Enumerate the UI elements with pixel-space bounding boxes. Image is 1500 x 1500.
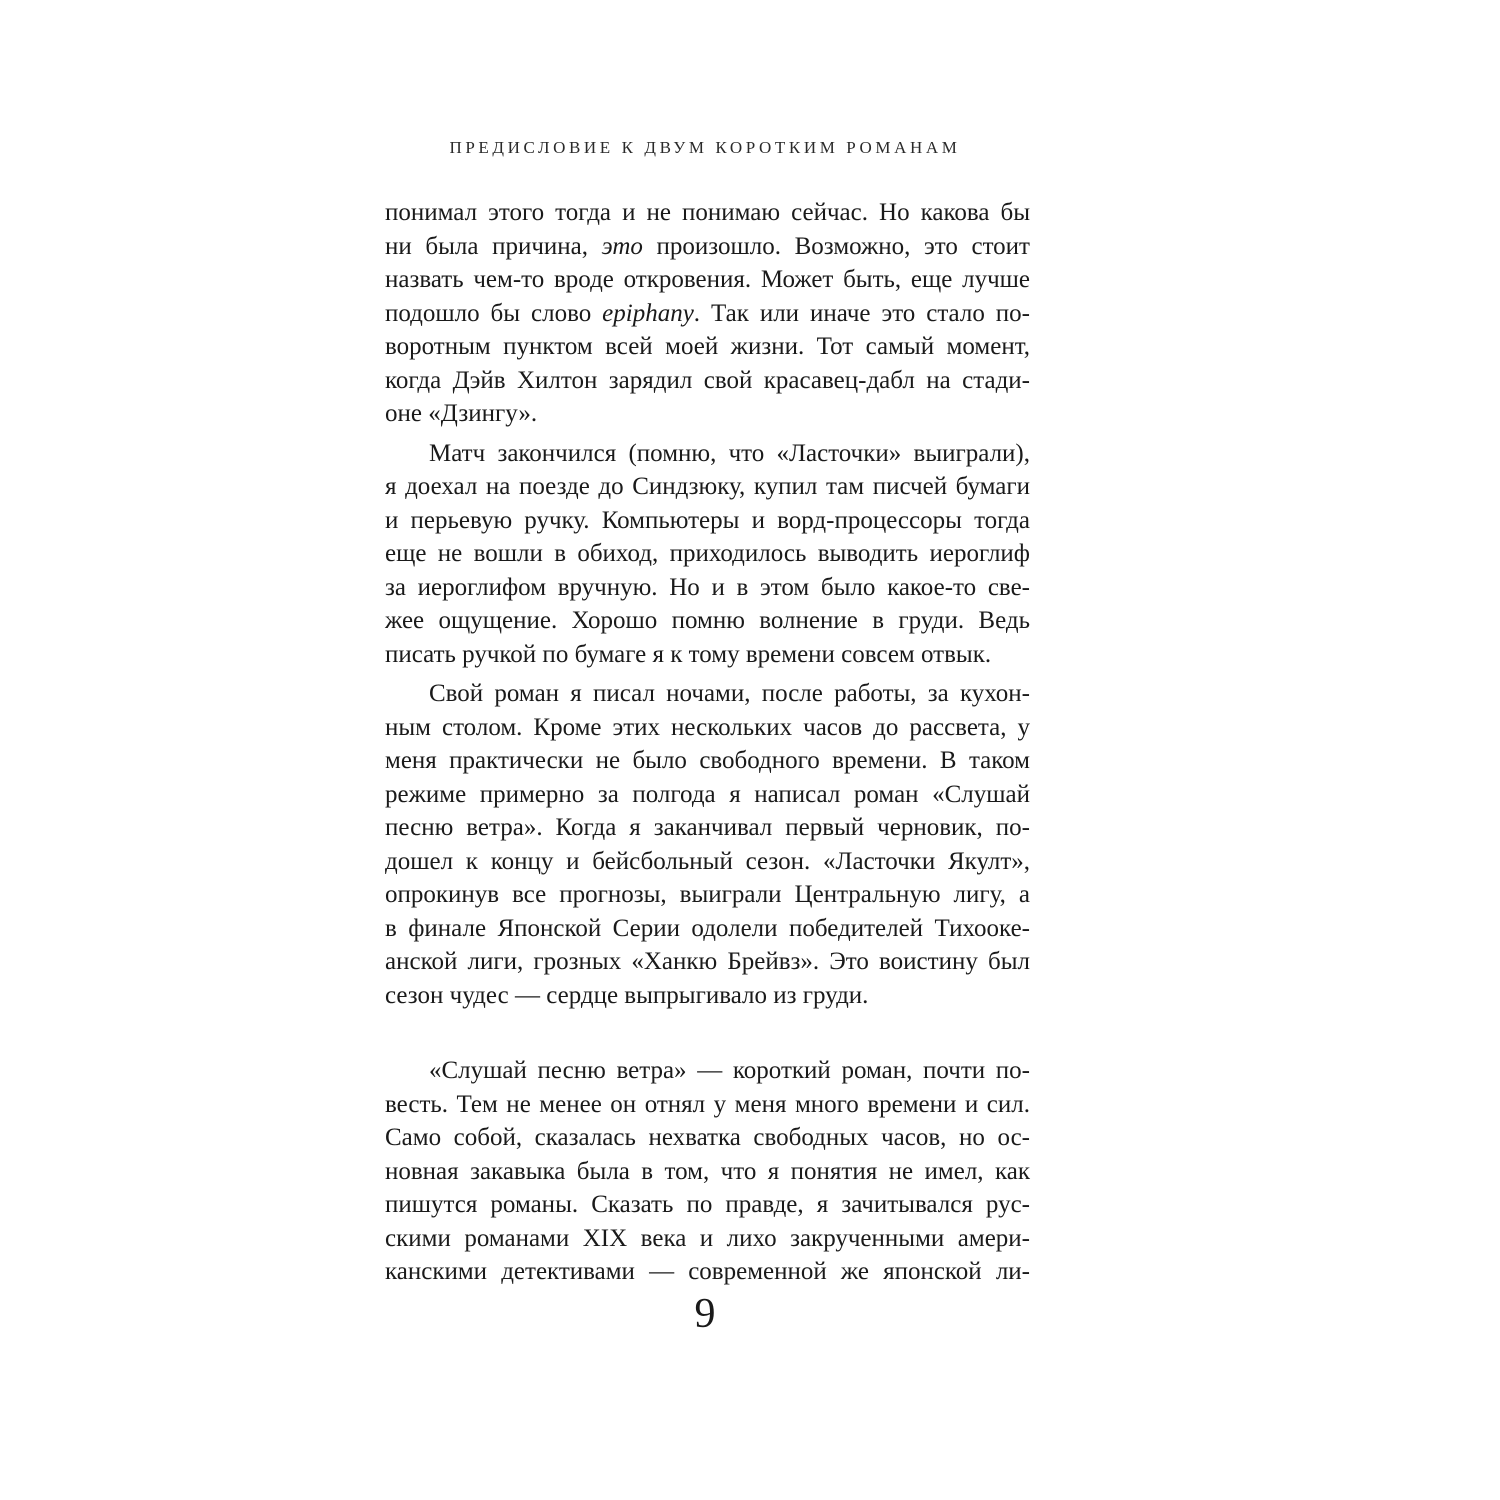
- text-line: пишутся романы. Сказать по правде, я зачитывался рус-: [385, 1191, 1030, 1218]
- text-line: Само собой, сказалась нехватка свободных часов, но ос-: [385, 1124, 1030, 1151]
- text-line: песню ветра». Когда я заканчивал первый черновик, по-: [385, 814, 1030, 841]
- text-run: подошло бы слово: [385, 299, 603, 327]
- text-line: я доехал на поезде до Синдзюку, купил там писчей бумаги: [385, 473, 1030, 500]
- text-line: [385, 297, 1030, 331]
- text-line: меня практически не было свободного времени. В таком: [385, 747, 1030, 774]
- text-line: оне «Дзингу».: [385, 400, 538, 427]
- text-line: жее ощущение. Хорошо помню волнение в груди. Ведь: [385, 607, 1030, 634]
- page-number: 9: [694, 1291, 716, 1337]
- text-line: когда Дэйв Хилтон зарядил свой красавец-дабл на стади-: [385, 366, 1030, 394]
- text-line: скими романами XIX века и лихо закрученными амери-: [385, 1224, 1030, 1252]
- running-head: ПРЕДИСЛОВИЕ К ДВУМ КОРОТКИМ РОМАНАМ: [449, 138, 961, 157]
- italic-word: epiphany: [602, 299, 694, 327]
- text-line: еще не вошли в обиход, приходилось выводить иероглиф: [385, 540, 1030, 567]
- text-line: «Слушай песню ветра» — короткий роман, почти по-: [429, 1057, 1030, 1084]
- text-run: ни была причина,: [385, 232, 602, 260]
- text-line: ным столом. Кроме этих нескольких часов до рассвета, у: [385, 713, 1030, 741]
- text-line: воротным пунктом всей моей жизни. Тот самый момент,: [385, 333, 1030, 360]
- text-line: анской лиги, грозных «Ханкю Брейвз». Это воистину был: [385, 948, 1030, 975]
- text-run: . Так или иначе это стало по-: [693, 299, 1030, 327]
- text-line: понимал этого тогда и не понимаю сейчас. Но какова бы: [385, 199, 1030, 226]
- italic-word: это: [601, 232, 643, 260]
- body-text: [385, 196, 1030, 1289]
- text-line: канскими детективами — современной же японской ли-: [385, 1258, 1030, 1285]
- text-line: в финале Японской Серии одолели победителей Тихооке-: [385, 914, 1030, 942]
- text-line: опрокинув все прогнозы, выиграли Центральную лигу, а: [385, 881, 1030, 908]
- text-line: новная закавыка была в том, что я понятия не имел, как: [385, 1157, 1030, 1185]
- text-line: и перьевую ручку. Компьютеры и ворд-процессоры тогда: [385, 506, 1030, 534]
- text-line: сезон чудес — сердце выпрыгивало из груди.: [385, 981, 869, 1009]
- text-line: дошел к концу и бейсбольный сезон. «Ласточки Якулт»,: [385, 847, 1030, 875]
- paragraph-3: [385, 677, 1030, 1012]
- paragraph-1: [385, 196, 1030, 431]
- text-line: Свой роман я писал ночами, после работы, за кухон-: [429, 680, 1030, 707]
- text-line: [385, 230, 1030, 264]
- paragraph-2: [385, 437, 1030, 672]
- text-line: весть. Тем не менее он отнял у меня много времени и сил.: [385, 1090, 1030, 1118]
- text-line: писать ручкой по бумаге я к тому времени совсем отвык.: [385, 640, 992, 668]
- text-line: за иероглифом вручную. Но и в этом было какое-то све-: [385, 573, 1030, 601]
- text-line: Матч закончился (помню, что «Ласточки» выиграли),: [429, 439, 1030, 467]
- text-line: назвать чем-то вроде откровения. Может быть, еще лучше: [385, 266, 1030, 293]
- paragraph-4: [385, 1054, 1030, 1289]
- text-line: режиме примерно за полгода я написал роман «Слушай: [385, 780, 1030, 808]
- text-run: произошло. Возможно, это стоит: [642, 232, 1030, 260]
